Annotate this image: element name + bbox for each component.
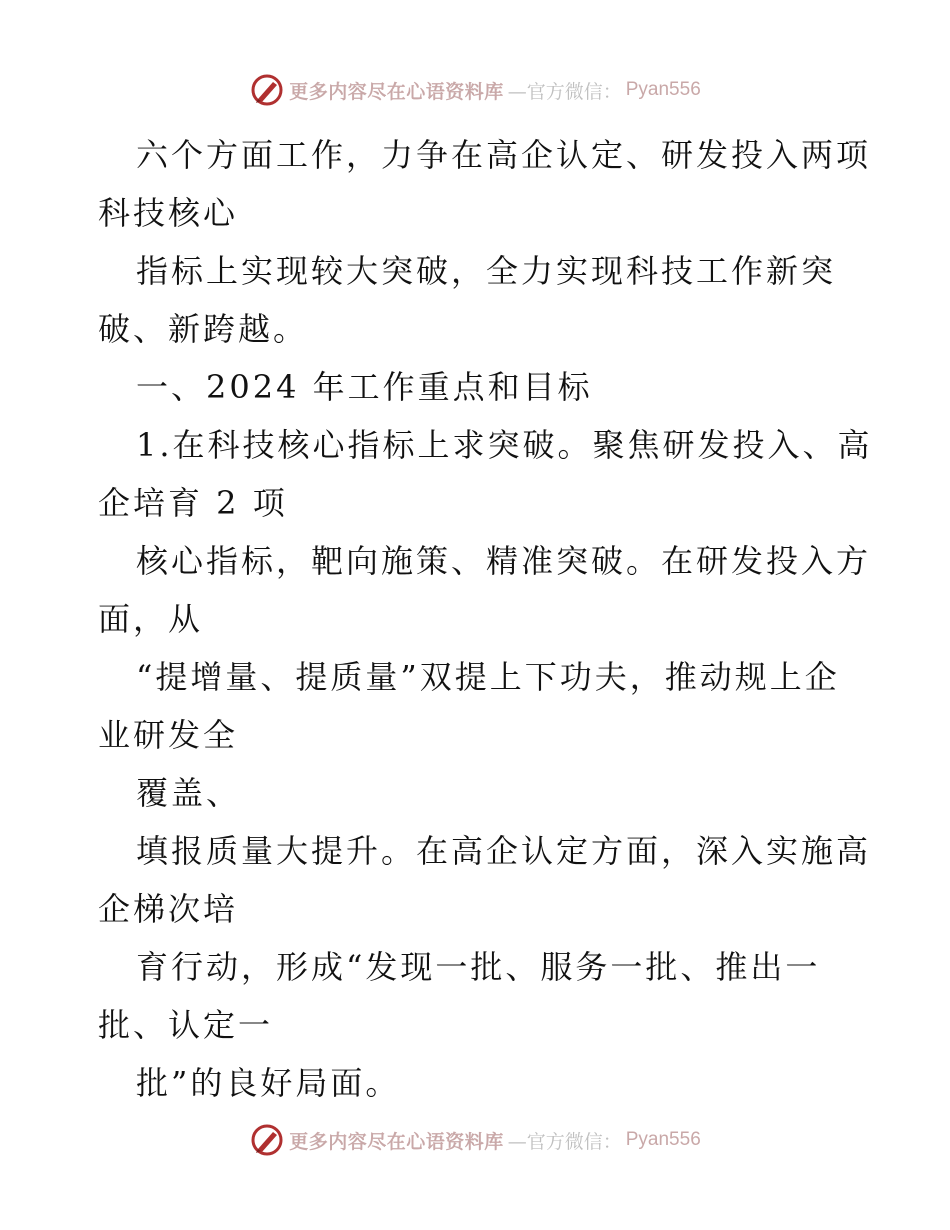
text-line: 六个方面工作，力争在高企认定、研发投入两项 (136, 136, 872, 174)
text-line: 育行动，形成“发现一批、服务一批、推出一 (136, 948, 821, 986)
pen-logo-icon (249, 1122, 285, 1158)
text-line: 面，从 (98, 600, 204, 638)
text-line: 批”的良好局面。 (136, 1064, 401, 1102)
watermark-id: Pyan556 (625, 1129, 701, 1150)
footer-watermark (0, 1120, 950, 1160)
text-line: “提增量、提质量”双提上下功夫，推动规上企 (136, 658, 840, 696)
text-line: 破、新跨越。 (98, 310, 309, 348)
text-line: 企培育 2 项 (98, 484, 288, 522)
watermark-tail: —官方微信： (507, 80, 622, 103)
body-text (98, 126, 873, 1112)
header-watermark (0, 70, 950, 110)
pen-logo-icon (249, 72, 285, 108)
text-line: 批、认定一 (98, 1006, 274, 1044)
text-line: 一、2024 年工作重点和目标 (136, 368, 593, 406)
text-line: 科技核心 (98, 194, 239, 232)
watermark-text: 更多内容尽在心语资料库 (289, 1130, 504, 1153)
text-line: 覆盖、 (136, 774, 242, 812)
watermark-text: 更多内容尽在心语资料库 (289, 80, 504, 103)
watermark-tail: —官方微信： (507, 1130, 622, 1153)
text-line: 核心指标，靶向施策、精准突破。在研发投入方 (136, 542, 872, 580)
text-line: 企梯次培 (98, 890, 239, 928)
text-line: 指标上实现较大突破，全力实现科技工作新突 (136, 252, 837, 290)
watermark-id: Pyan556 (625, 79, 701, 100)
text-line: 填报质量大提升。在高企认定方面，深入实施高 (136, 832, 872, 870)
text-line: 1.在科技核心指标上求突破。聚焦研发投入、高 (136, 426, 873, 464)
text-line: 业研发全 (98, 716, 239, 754)
